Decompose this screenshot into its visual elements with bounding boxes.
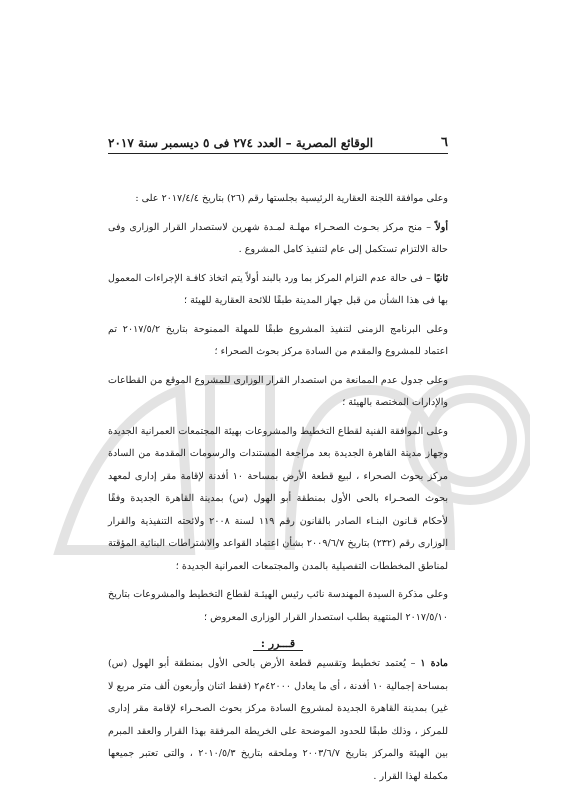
paragraph [108,319,448,364]
clause-lead: ثانيًا [433,272,448,284]
paragraph-text: وعلى البرنامج الزمنى لتنفيذ المشروع طبقًا للمهلة الممنوحة بتاريخ ٢٠١٧/٥/٢ تم اعتماد للمشروع والمقدم من السادة مركز بحوث الصحراء ؛ [108,323,449,357]
paragraph [108,584,448,629]
paragraph-text: – منح مركز بحـوث الصحـراء مهلـة لمـدة شهرين لاستصدار القرار الوزارى وفى حالة الالتزام تستكمل إلى عام لتنفيذ كامل المشروع . [108,221,448,255]
paragraph-text: وعلى موافقة اللجنة العقارية الرئيسية بجلستها رقم (٢٦) بتاريخ ٢٠١٧/٤/٤ على : [135,193,448,204]
article-text: – يُعتمد تخطيط وتقسيم قطعة الأرض بالحى الأول بمنطقة أبو الهول (س) بمساحة إجمالية ١٠ أفدنة ، أى ما يعادل ٤٢٠٠٠م٢ (فقط اثنان وأربعون ألف متر مربع لا غير) بمدينة القاهرة الجديدة لمشروع السادة مركز بحوث الصحـراء لإقامة مقر إدارى للمركز ، وذلك طبقًا للحدود الموضحة على الخريطة المرفقة بهذا القرار والعقد المبرم بين الهيئة والمركز بتاريخ ٢٠٠٣/٦/٧ وملحقه بتاريخ ٢٠١٠/٥/٣ ، والتى تعتبر جميعها مكملة لهذا القرار . [108,658,448,782]
document-page [108,128,448,794]
paragraph [108,421,448,579]
paragraph [108,370,448,415]
page-header [108,128,448,154]
article [108,653,448,788]
gazette-title: الوقائع المصرية – العدد ٢٧٤ فى ٥ ديسمبر سنة ٢٠١٧ [108,136,374,150]
paragraph [108,188,448,211]
paragraph-text: وعلى مذكرة السيدة المهندسة نائب رئيس الهيئـة لقطاع التخطيط والمشروعات بتاريخ ٢٠١٧/٥/١٠ المنتهية بطلب استصدار القرار الوزارى المعروض ؛ [108,589,448,623]
paragraph-text: وعلى جدول عدم الممانعة من استصدار القرار الوزارى للمشروع الموقع من القطاعات والإدارات المختصة بالهيئة ؛ [108,374,448,408]
paragraph [108,217,448,262]
paragraph-text: وعلى الموافقة الفنية لقطاع التخطيط والمشروعات بهيئة المجتمعات العمرانية الجديدة وجهاز مدينة القاهرة الجديدة بعد مراجعة المستندات والرسومات المقدمة من السادة مركز بحوث الصحراء ، لبيع قطعة الأرض بمساحة ١٠ أفدنة لإقامة مقر إدارى لمعهد بحوث الصحـراء بالحى الأول بمنطقة أبو الهول (س) بمدينة القاهرة الجديدة وفقًا لأحكام قـانون البنـاء الصادر بالقانون رقم ١١٩ لسنة ٢٠٠٨ ولائحته التنفيذية والقرار الوزارى رقم (٢٣٢) بتاريخ ٢٠٠٩/٦/٧ بشأن اعتماد القواعد والاشتراطات البنائية المؤقتة لمناطق المخططات التفصيلية بالمدن والمجتمعات العمرانية الجديدة ؛ [108,425,449,572]
page-number: ٦ [441,135,448,150]
article-lead: مادة ١ [420,658,448,669]
paragraph [108,268,448,313]
paragraph-text: – فى حالة عدم التزام المركز بما ورد بالبند أولاً يتم اتخاذ كافـة الإجراءات المعمول بها فى هذا الشأن من قبل جهاز المدينة طبقًا للائحة العقارية للهيئة ؛ [108,272,448,306]
decision-heading: قـــرر : [108,635,448,653]
clause-lead: أولاً [435,221,448,233]
